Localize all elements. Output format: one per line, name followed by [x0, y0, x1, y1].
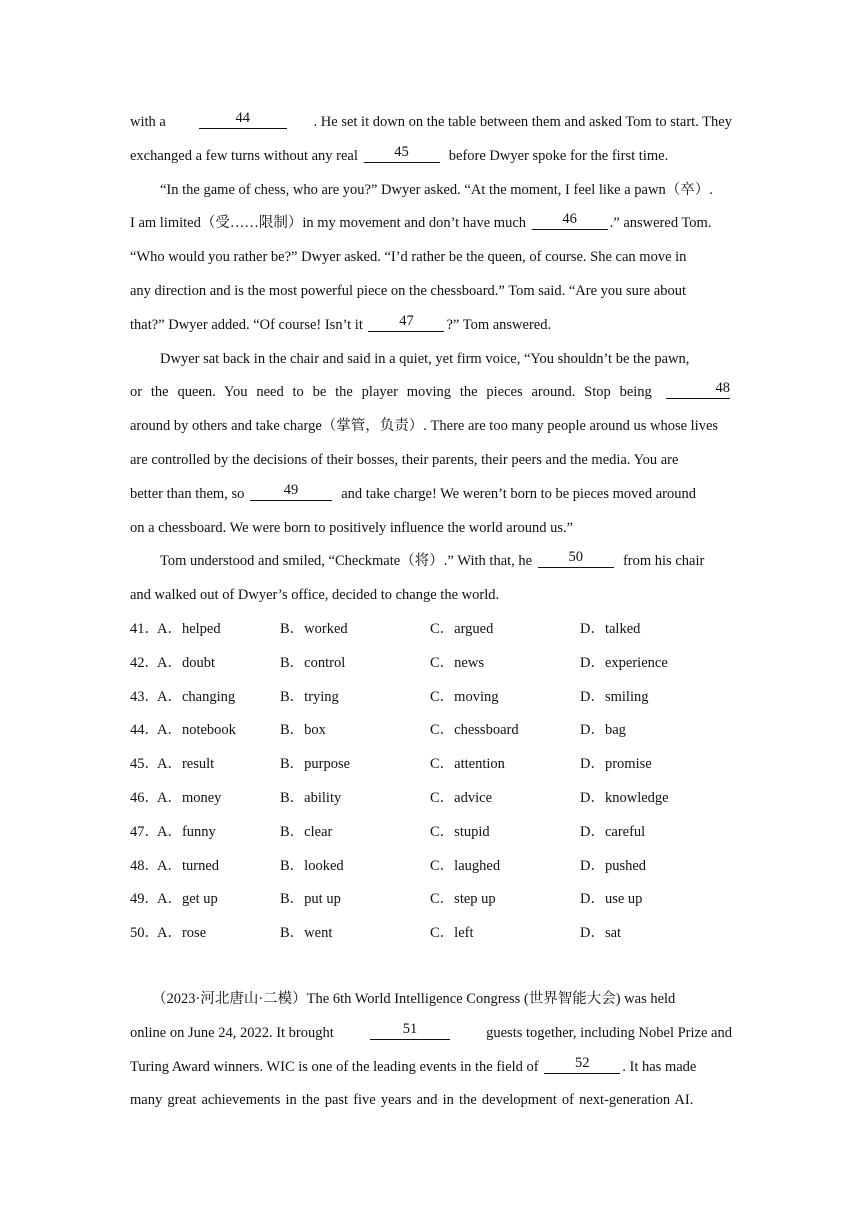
text: that?” Dwyer added. “Of course! Isn’t it	[130, 316, 363, 333]
option-c[interactable]: C．stupid	[430, 823, 490, 840]
blank-52: 52	[544, 1053, 620, 1074]
question-number: 47．	[130, 823, 159, 840]
option-c[interactable]: C．attention	[430, 756, 505, 773]
option-d[interactable]: D．use up	[580, 891, 643, 908]
text: （2023·河北唐山·二模）The 6th World Intelligence Congress (世界智能大会) was held	[152, 990, 676, 1007]
option-a[interactable]: A．rose	[157, 925, 207, 942]
text-line	[130, 1086, 732, 1120]
text-line	[130, 547, 732, 581]
text-line	[130, 985, 732, 1019]
option-b[interactable]: B．box	[280, 722, 326, 739]
option-c[interactable]: C．advice	[430, 789, 493, 806]
text-line	[130, 446, 732, 480]
text-line	[130, 1053, 732, 1087]
option-a[interactable]: A．changing	[157, 688, 236, 705]
text: exchanged a few turns without any real	[130, 147, 358, 164]
text-line	[130, 1019, 732, 1053]
text: from his chair	[622, 553, 705, 570]
option-c[interactable]: C．left	[430, 925, 474, 942]
blank-44: 44	[199, 108, 287, 129]
option-b[interactable]: B．trying	[280, 688, 339, 705]
text-line	[130, 108, 732, 142]
text: any direction and is the most powerful piece on the chessboard.” Tom said. “Are you sure about	[130, 282, 687, 299]
option-row-49	[130, 885, 732, 919]
text: “Who would you rather be?” Dwyer asked. “I’d rather be the queen, of course. She can move in	[130, 249, 687, 266]
option-d[interactable]: D．experience	[580, 654, 668, 671]
blank-48: 48	[666, 378, 730, 399]
text: online on June 24, 2022. It brought	[130, 1024, 334, 1041]
option-d[interactable]: D．careful	[580, 823, 646, 840]
text-line	[130, 581, 732, 615]
text: ?” Tom answered.	[446, 316, 552, 333]
option-row-47	[130, 818, 732, 852]
option-b[interactable]: B．purpose	[280, 756, 351, 773]
option-c[interactable]: C．step up	[430, 891, 496, 908]
option-b[interactable]: B．put up	[280, 891, 341, 908]
option-row-45	[130, 750, 732, 784]
option-row-44	[130, 716, 732, 750]
blank-50: 50	[538, 547, 614, 568]
text: before Dwyer spoke for the first time.	[448, 147, 669, 164]
text: are controlled by the decisions of their bosses, their parents, their peers and the media. You are	[130, 451, 679, 468]
text: Tom understood and smiled, “Checkmate（将）.” With that, he	[160, 553, 533, 570]
question-number: 43．	[130, 688, 159, 705]
text: better than them, so	[130, 485, 245, 502]
option-row-42	[130, 649, 732, 683]
question-number: 49．	[130, 891, 159, 908]
option-d[interactable]: D．smiling	[580, 688, 649, 705]
text: or the queen. You need to be the player moving the pieces around. Stop being	[130, 384, 652, 401]
option-a[interactable]: A．get up	[157, 891, 218, 908]
option-c[interactable]: C．news	[430, 654, 484, 671]
option-d[interactable]: D．pushed	[580, 857, 647, 874]
option-b[interactable]: B．went	[280, 925, 333, 942]
option-d[interactable]: D．sat	[580, 925, 622, 942]
option-c[interactable]: C．laughed	[430, 857, 501, 874]
text: “In the game of chess, who are you?” Dwyer asked. “At the moment, I feel like a pawn（卒）.	[160, 181, 713, 198]
text: with a	[130, 114, 166, 130]
option-d[interactable]: D．talked	[580, 620, 641, 637]
option-d[interactable]: D．bag	[580, 722, 626, 739]
blank-47: 47	[368, 311, 444, 332]
text: Dwyer sat back in the chair and said in a quiet, yet firm voice, “You shouldn’t be the pawn,	[160, 350, 690, 367]
text-line	[130, 311, 732, 345]
text: on a chessboard. We were born to positively influence the world around us.”	[130, 519, 574, 536]
question-number: 45．	[130, 756, 159, 773]
option-a[interactable]: A．doubt	[157, 654, 215, 671]
option-row-43	[130, 683, 732, 717]
blank-46: 46	[532, 209, 608, 230]
option-a[interactable]: A．helped	[157, 620, 221, 637]
text: . He set it down on the table between them and asked Tom to start. They	[313, 114, 732, 130]
question-number: 50．	[130, 925, 159, 942]
blank-49: 49	[250, 480, 332, 501]
text-line	[130, 378, 732, 412]
text-line	[130, 243, 732, 277]
text-line	[130, 277, 732, 311]
text: guests together, including Nobel Prize and	[486, 1024, 732, 1041]
question-number: 42．	[130, 654, 159, 671]
text: around by others and take charge（掌管，负责）. There are too many people around us whose lives	[130, 418, 719, 435]
options-list	[130, 615, 732, 953]
question-number: 44．	[130, 722, 159, 739]
text-line	[130, 209, 732, 243]
option-c[interactable]: C．moving	[430, 688, 499, 705]
option-d[interactable]: D．knowledge	[580, 789, 669, 806]
passage-content	[130, 108, 732, 1120]
option-a[interactable]: A．turned	[157, 857, 220, 874]
option-c[interactable]: C．argued	[430, 620, 494, 637]
text: .” answered Tom.	[609, 215, 712, 232]
text: many great achievements in the past five years and in the development of next-generation AI.	[130, 1092, 694, 1109]
option-b[interactable]: B．control	[280, 654, 346, 671]
text: and take charge! We weren’t born to be pieces moved around	[341, 485, 696, 502]
text-line	[130, 345, 732, 379]
text: Turing Award winners. WIC is one of the leading events in the field of	[130, 1058, 539, 1075]
question-number: 48．	[130, 857, 159, 874]
option-c[interactable]: C．chessboard	[430, 722, 519, 739]
option-a[interactable]: A．money	[157, 789, 222, 806]
option-a[interactable]: A．funny	[157, 823, 216, 840]
blank-51: 51	[370, 1019, 450, 1040]
text-line	[130, 514, 732, 548]
text: . It has made	[622, 1058, 697, 1075]
text-line	[130, 142, 732, 176]
question-number: 46．	[130, 789, 159, 806]
text: and walked out of Dwyer’s office, decided to change the world.	[130, 587, 500, 604]
option-row-48	[130, 852, 732, 886]
option-b[interactable]: B．ability	[280, 789, 342, 806]
option-b[interactable]: B．worked	[280, 620, 348, 637]
text-line	[130, 480, 732, 514]
text-line	[130, 412, 732, 446]
blank-45: 45	[364, 142, 440, 163]
option-row-46	[130, 784, 732, 818]
text-line	[130, 176, 732, 210]
option-d[interactable]: D．promise	[580, 756, 652, 773]
option-a[interactable]: A．notebook	[157, 722, 236, 739]
question-number: 41．	[130, 620, 159, 637]
option-row-50	[130, 919, 732, 953]
option-b[interactable]: B．looked	[280, 857, 344, 874]
option-a[interactable]: A．result	[157, 756, 215, 773]
option-b[interactable]: B．clear	[280, 823, 333, 840]
option-row-41	[130, 615, 732, 649]
text: I am limited（受……限制）in my movement and don’t have much	[130, 215, 527, 232]
